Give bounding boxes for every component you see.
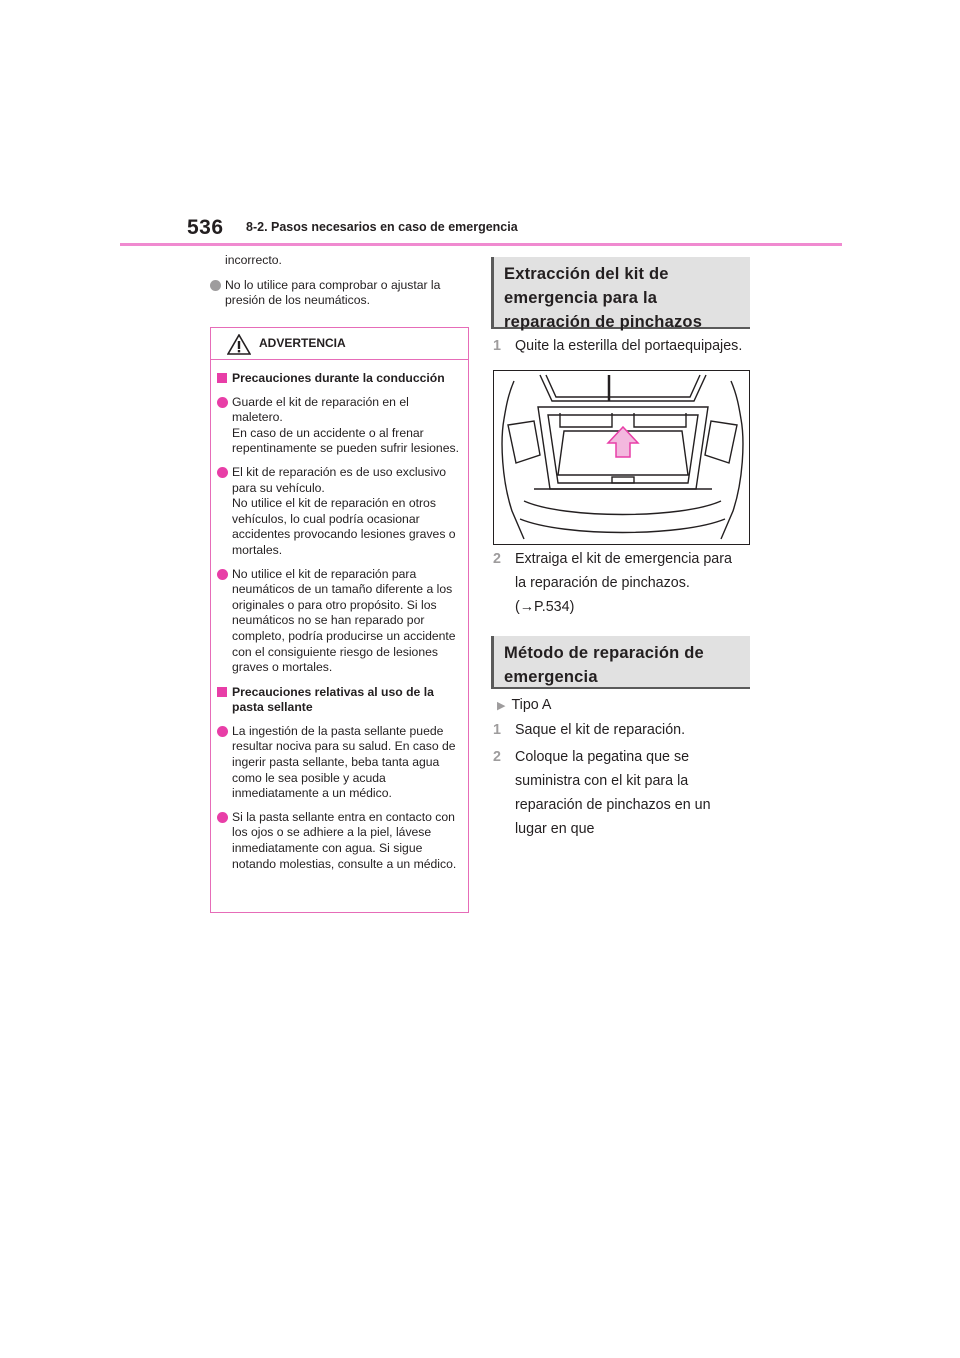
step-text: Coloque la pegatina que se suministra con el kit para la reparación de pinchazos en un lugar en que [515,749,711,837]
type-text: Tipo A [511,697,552,713]
step-number: 1 [493,722,501,738]
step-text: Saque el kit de reparación. [515,722,686,738]
warning-item-text: El kit de reparación es de uso exclusivo para su vehículo. No utilice el kit de reparación en otros vehículos, lo cual podría ocasionar accidentes provocando lesiones graves o mortales. [232,464,456,557]
square-bullet-icon [217,687,227,697]
step-number: 2 [493,551,501,567]
continued-text: incorrecto. [225,253,282,267]
bullet-dot-icon [217,569,228,580]
warning-item-text: La ingestión de la pasta sellante puede resultar nociva para su salud. En caso de ingerir pasta sellante, beba tanta agua como le sea posible y acuda inmediatamente a un médico. [232,723,456,801]
warning-item [217,810,461,872]
page-number: 536 [187,216,224,239]
step-text: Quite la esterilla del portaequipajes. [515,338,743,354]
warning-item-text: No utilice el kit de reparación para neumáticos de un tamaño diferente a los originales o para otro propósito. Si los neumáticos no se han reparado por completo, podría producirse un accidente con el consiguiente riesgo de lesiones graves o mortales. [232,566,456,675]
warning-box [210,327,469,913]
car-trunk-drawing [494,371,750,545]
step-number: 1 [493,338,501,354]
warning-title: ADVERTENCIA [259,336,346,350]
warning-item [217,465,461,559]
square-bullet-icon [217,373,227,383]
bullet-dot-icon [217,467,228,478]
warning-item [217,395,461,457]
bullet-dot-icon [210,280,221,291]
warning-triangle-icon [227,334,251,360]
step-item [493,547,750,619]
warning-subheading [217,371,461,387]
triangle-right-icon: ▶ [497,700,506,712]
section-heading: Método de reparación de emergencia [491,636,750,689]
step-number: 2 [493,749,501,765]
header-rule [120,243,842,246]
bullet-dot-icon [217,397,228,408]
warning-header [211,328,468,360]
warning-subheading-text: Precauciones relativas al uso de la pasta sellante [232,684,434,715]
bullet-item [210,278,470,309]
warning-item [217,567,461,676]
bullet-dot-icon [217,812,228,823]
type-label [497,696,551,715]
step-item [493,718,750,742]
trunk-illustration [493,370,750,545]
warning-body [211,360,468,872]
warning-subheading [217,685,461,716]
bullet-dot-icon [217,726,228,737]
warning-item-text: Si la pasta sellante entra en contacto con los ojos o se adhiere a la piel, lávese inmediatamente con agua. Si sigue notando molestias, consulte a un médico. [232,809,457,871]
step-text: Extraiga el kit de emergencia para la reparación de pinchazos. (→P.534) [515,551,732,615]
section-heading: Extracción del kit de emergencia para la reparación de pinchazos [491,257,750,329]
step-item [493,745,750,837]
warning-subheading-text: Precauciones durante la conducción [232,371,445,385]
bullet-text: No lo utilice para comprobar o ajustar la presión de los neumáticos. [225,277,441,308]
warning-item-text: Guarde el kit de reparación en el maletero. En caso de un accidente o al frenar repentinamente se pueden sufrir lesiones. [232,394,459,456]
step-item [493,334,750,358]
warning-item [217,724,461,802]
left-column [210,253,470,309]
section-header: 8-2. Pasos necesarios en caso de emergencia [246,220,518,234]
